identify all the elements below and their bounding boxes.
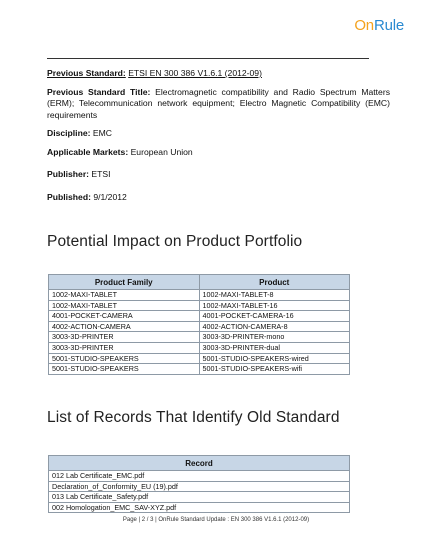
standard-metadata bbox=[47, 68, 390, 210]
table-row bbox=[49, 492, 350, 503]
cell-record: 002 Homologation_EMC_SAV-XYZ.pdf bbox=[49, 502, 350, 513]
table-row bbox=[49, 321, 350, 332]
cell-product-family: 5001-STUDIO-SPEAKERS bbox=[49, 353, 200, 364]
onrule-logo bbox=[354, 17, 404, 34]
records-table bbox=[48, 455, 350, 513]
column-header-product: Product bbox=[199, 275, 350, 290]
cell-product: 4002-ACTION-CAMERA-8 bbox=[199, 321, 350, 332]
published-label: Published: bbox=[47, 191, 91, 202]
cell-product: 3003-3D-PRINTER-mono bbox=[199, 332, 350, 343]
cell-product-family: 1002-MAXI-TABLET bbox=[49, 290, 200, 301]
markets-label: Applicable Markets: bbox=[47, 146, 129, 157]
previous-standard bbox=[47, 68, 390, 80]
logo-part-rule: Rule bbox=[373, 17, 404, 34]
column-header-product-family: Product Family bbox=[49, 275, 200, 290]
page-footer: Page | 2 / 3 | OnRule Standard Update : EN 300 386 V1.6.1 (2012-09) bbox=[122, 517, 310, 523]
records-heading: List of Records That Identify Old Standard bbox=[47, 409, 340, 426]
cell-product-family: 3003-3D-PRINTER bbox=[49, 332, 200, 343]
cell-record: 012 Lab Certificate_EMC.pdf bbox=[49, 471, 350, 482]
header-divider bbox=[47, 58, 369, 59]
cell-product-family: 5001-STUDIO-SPEAKERS bbox=[49, 364, 200, 375]
table-row bbox=[49, 300, 350, 311]
cell-record: 013 Lab Certificate_Safety.pdf bbox=[49, 492, 350, 503]
discipline-value: EMC bbox=[92, 128, 112, 138]
publisher bbox=[47, 169, 390, 181]
logo-part-on: On bbox=[354, 17, 374, 34]
cell-product-family: 3003-3D-PRINTER bbox=[49, 342, 200, 353]
cell-product: 5001-STUDIO-SPEAKERS-wifi bbox=[199, 364, 350, 375]
impact-heading: Potential Impact on Product Portfolio bbox=[47, 233, 303, 250]
cell-product: 4001-POCKET-CAMERA-16 bbox=[199, 311, 350, 322]
markets-value: European Union bbox=[130, 146, 193, 157]
cell-product-family: 4002-ACTION-CAMERA bbox=[49, 321, 200, 332]
table-row bbox=[49, 481, 350, 492]
cell-product-family: 4001-POCKET-CAMERA bbox=[49, 311, 200, 322]
table-row bbox=[49, 332, 350, 343]
table-row bbox=[49, 311, 350, 322]
cell-product: 3003-3D-PRINTER-dual bbox=[199, 342, 350, 353]
table-row bbox=[49, 502, 350, 513]
table-header-row bbox=[49, 275, 350, 290]
published-date bbox=[47, 192, 390, 204]
applicable-markets bbox=[47, 147, 390, 159]
previous-title-value: Electromagnetic compatibility and Radio Spectrum Matters (ERM); Telecommunication network equipment; Electro Magnetic Compatibility (EMC) requirements bbox=[47, 86, 390, 120]
table-row bbox=[49, 471, 350, 482]
cell-product: 1002-MAXI-TABLET-8 bbox=[199, 290, 350, 301]
product-portfolio-table bbox=[48, 274, 350, 375]
discipline bbox=[47, 128, 390, 140]
table-row bbox=[49, 353, 350, 364]
cell-product: 5001-STUDIO-SPEAKERS-wired bbox=[199, 353, 350, 364]
discipline-label: Discipline: bbox=[47, 128, 91, 138]
cell-record: Declaration_of_Conformity_EU (19).pdf bbox=[49, 481, 350, 492]
table-row bbox=[49, 364, 350, 375]
cell-product: 1002-MAXI-TABLET-16 bbox=[199, 300, 350, 311]
table-row bbox=[49, 342, 350, 353]
table-row bbox=[49, 290, 350, 301]
previous-standard-label: Previous Standard: bbox=[47, 68, 126, 78]
published-value: 9/1/2012 bbox=[93, 191, 127, 202]
previous-standard-value: ETSI EN 300 386 V1.6.1 (2012-09) bbox=[128, 68, 262, 78]
previous-title-label: Previous Standard Title: bbox=[47, 86, 151, 97]
table-header-row bbox=[49, 456, 350, 471]
publisher-label: Publisher: bbox=[47, 169, 90, 179]
column-header-record: Record bbox=[49, 456, 350, 471]
previous-title bbox=[47, 87, 390, 122]
publisher-value: ETSI bbox=[91, 169, 111, 179]
cell-product-family: 1002-MAXI-TABLET bbox=[49, 300, 200, 311]
